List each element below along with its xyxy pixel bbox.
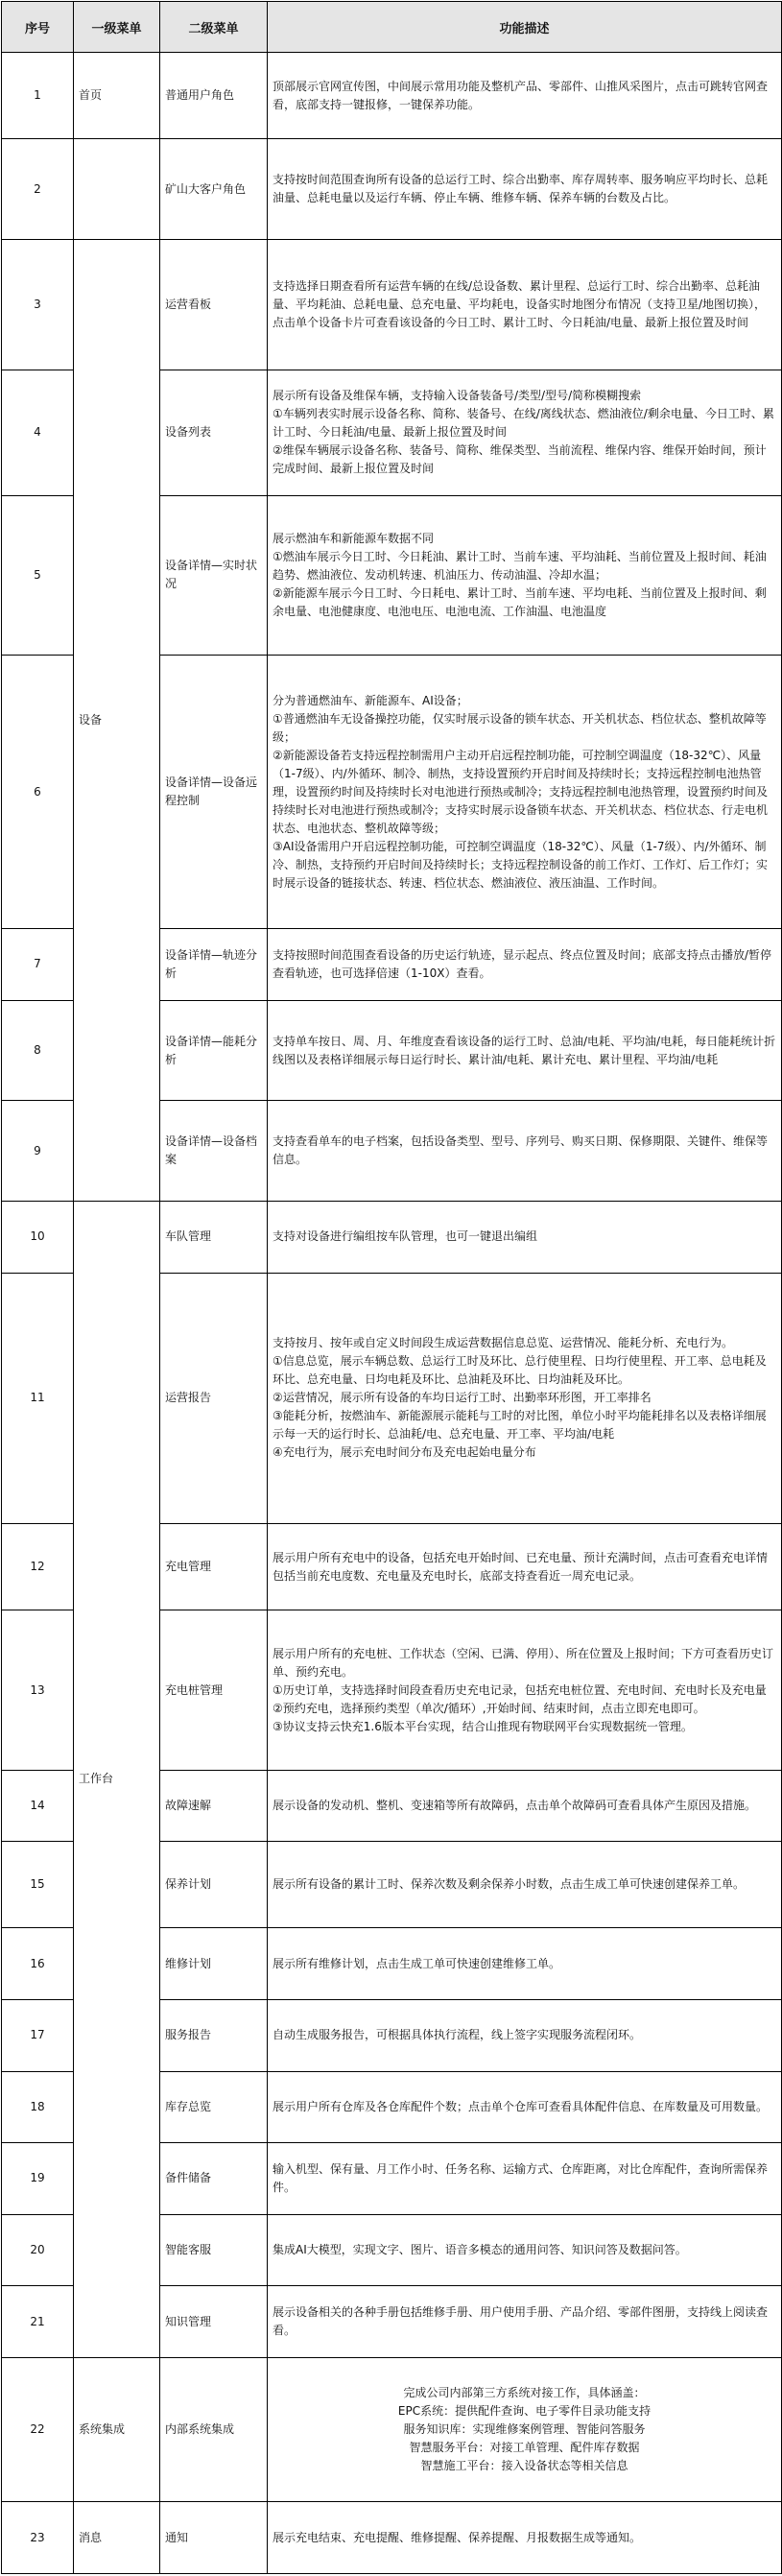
row-number: 20 bbox=[2, 2214, 74, 2286]
menu-level2-cell: 库存总览 bbox=[160, 2071, 268, 2143]
menu-level2-cell: 充电桩管理 bbox=[160, 1610, 268, 1770]
row-number: 18 bbox=[2, 2071, 74, 2143]
description-cell: 展示用户所有充电中的设备，包括充电开始时间、已充电量、预计充满时间，点击可查看充电详情包括当前充电度数、充电量及充电时长，底部支持查看近一周充电记录。 bbox=[268, 1524, 782, 1610]
description-cell: 支持按月、按年或自定义时间段生成运营数据信息总览、运营情况、能耗分析、充电行为。 ①信息总览，展示车辆总数、总运行工时及环比、总行使里程、日均行使里程、开工率、总电耗及环比、总充电量、日均电耗及环比、总油耗及环比、日均油耗及环比。 ②运营情况，展示所有设备的车均日运行工时、出勤率环形图，开工率排名 ③能耗分析，按燃油车、新能源展示能耗与工时的对比图，单位小时平均能耗排名以及表格详细展示每一天的运行时长、总油耗/电、总充电量、开工率、平均油/电耗 ④充电行为，展示充电时间分布及充电起始电量分布 bbox=[268, 1273, 782, 1524]
header-row bbox=[2, 2, 782, 53]
description-cell: 顶部展示官网宣传图，中间展示常用功能及整机产品、零部件、山推风采图片，点击可跳转官网查看，底部支持一键报修，一键保养功能。 bbox=[268, 53, 782, 139]
row-number: 14 bbox=[2, 1770, 74, 1842]
menu-level2-cell: 设备详情—能耗分析 bbox=[160, 1000, 268, 1101]
description-cell: 完成公司内部第三方系统对接工作，具体涵盖： EPC系统：提供配件查询、电子零件目录功能支持 服务知识库：实现维修案例管理、智能问答服务 智慧服务平台：对接工单管理、配件库存数据 智慧施工平台：接入设备状态等相关信息 bbox=[268, 2357, 782, 2501]
row-number: 16 bbox=[2, 1928, 74, 2000]
description-cell: 展示所有维修计划，点击生成工单可快速创建维修工单。 bbox=[268, 1928, 782, 2000]
table-row bbox=[2, 239, 782, 370]
row-number: 23 bbox=[2, 2502, 74, 2574]
description-cell: 支持选择日期查看所有运营车辆的在线/总设备数、累计里程、总运行工时、综合出勤率、总耗油量、平均耗油、总耗电量、总充电量、平均耗电，设备实时地图分布情况（支持卫星/地图切换），点击单个设备卡片可查看该设备的今日工时、累计工时、今日耗油/电量、最新上报位置及时间 bbox=[268, 239, 782, 370]
menu-level2-cell: 设备列表 bbox=[160, 370, 268, 495]
menu-level1-cell: 系统集成 bbox=[74, 2357, 160, 2501]
description-cell: 支持查看单车的电子档案，包括设备类型、型号、序列号、购买日期、保修期限、关键件、维保等信息。 bbox=[268, 1101, 782, 1202]
row-number: 4 bbox=[2, 370, 74, 495]
description-cell: 支持单车按日、周、月、年维度查看该设备的运行工时、总油/电耗、平均油/电耗，每日能耗统计折线图以及表格详细展示每日运行时长、累计油/电耗、累计充电、累计里程、平均油/电耗 bbox=[268, 1000, 782, 1101]
header-description: 功能描述 bbox=[268, 2, 782, 53]
table-row bbox=[2, 53, 782, 139]
row-number: 8 bbox=[2, 1000, 74, 1101]
row-number: 2 bbox=[2, 139, 74, 240]
menu-level2-cell: 设备详情—设备档案 bbox=[160, 1101, 268, 1202]
row-number: 9 bbox=[2, 1101, 74, 1202]
description-cell: 分为普通燃油车、新能源车、AI设备； ①普通燃油车无设备操控功能，仅实时展示设备的锁车状态、开关机状态、档位状态、整机故障等级； ②新能源设备若支持远程控制需用户主动开启远程控制功能，可控制空调温度（18-32℃）、风量（1-7级）、内/外循环、制冷、制热，支持设置预约开启时间及持续时长；支持远程控制电池热管理，设置预约时间及持续时长对电池进行预热或制冷；支持远程控制电池热管理，设置预约时间及持续时长对电池进行预热或制冷；支持实时展示设备锁车状态、开关机状态、档位状态、行走电机状态、电池状态、整机故障等级； ③AI设备需用户开启远程控制功能，可控制空调温度（18-32℃）、风量（1-7级）、内/外循环、制冷、制热，支持预约开启时间及持续时长；支持远程控制设备的前工作灯、工作灯、后工作灯；实时展示设备的链接状态、转速、档位状态、燃油液位、液压油温、工作时间。 bbox=[268, 655, 782, 928]
menu-level2-cell: 设备详情—轨迹分析 bbox=[160, 929, 268, 1001]
description-cell: 展示设备的发动机、整机、变速箱等所有故障码，点击单个故障码可查看具体产生原因及措施。 bbox=[268, 1770, 782, 1842]
row-number: 17 bbox=[2, 1999, 74, 2071]
menu-level2-cell: 矿山大客户角色 bbox=[160, 139, 268, 240]
menu-level1-cell bbox=[74, 139, 160, 240]
description-cell: 自动生成服务报告，可根据具体执行流程，线上签字实现服务流程闭环。 bbox=[268, 1999, 782, 2071]
row-number: 12 bbox=[2, 1524, 74, 1610]
menu-level1-cell: 设备 bbox=[74, 239, 160, 1201]
menu-level2-cell: 设备详情—实时状况 bbox=[160, 495, 268, 655]
header-no: 序号 bbox=[2, 2, 74, 53]
row-number: 22 bbox=[2, 2357, 74, 2501]
menu-level2-cell: 备件储备 bbox=[160, 2143, 268, 2215]
description-cell: 展示所有设备的累计工时、保养次数及剩余保养小时数，点击生成工单可快速创建保养工单。 bbox=[268, 1842, 782, 1928]
row-number: 15 bbox=[2, 1842, 74, 1928]
description-cell: 支持按时间范围查询所有设备的总运行工时、综合出勤率、库存周转率、服务响应平均时长、总耗油量、总耗电量以及运行车辆、停止车辆、维修车辆、保养车辆的台数及占比。 bbox=[268, 139, 782, 240]
table-row bbox=[2, 1201, 782, 1273]
description-cell: 展示燃油车和新能源车数据不同 ①燃油车展示今日工时、今日耗油、累计工时、当前车速、平均油耗、当前位置及上报时间、耗油趋势、燃油液位、发动机转速、机油压力、传动油温、冷却水温； ②新能源车展示今日工时、今日耗电、累计工时、当前车速、平均电耗、当前位置及上报时间、剩余电量、电池健康度、电池电压、电池电流、工作油温、电池温度 bbox=[268, 495, 782, 655]
menu-level2-cell: 运营看板 bbox=[160, 239, 268, 370]
menu-level2-cell: 服务报告 bbox=[160, 1999, 268, 2071]
function-spec-table bbox=[1, 1, 782, 2574]
menu-level2-cell: 充电管理 bbox=[160, 1524, 268, 1610]
row-number: 3 bbox=[2, 239, 74, 370]
row-number: 11 bbox=[2, 1273, 74, 1524]
table-body bbox=[2, 53, 782, 2574]
table-row bbox=[2, 2357, 782, 2501]
description-cell: 支持对设备进行编组按车队管理，也可一键退出编组 bbox=[268, 1201, 782, 1273]
menu-level1-cell: 首页 bbox=[74, 53, 160, 139]
menu-level1-cell: 消息 bbox=[74, 2502, 160, 2574]
description-cell: 支持按照时间范围查看设备的历史运行轨迹，显示起点、终点位置及时间；底部支持点击播放/暂停查看轨迹，也可选择倍速（1-10X）查看。 bbox=[268, 929, 782, 1001]
menu-level2-cell: 保养计划 bbox=[160, 1842, 268, 1928]
description-cell: 展示设备相关的各种手册包括维修手册、用户使用手册、产品介绍、零部件图册，支持线上阅读查看。 bbox=[268, 2286, 782, 2358]
menu-level2-cell: 维修计划 bbox=[160, 1928, 268, 2000]
row-number: 5 bbox=[2, 495, 74, 655]
menu-level2-cell: 通知 bbox=[160, 2502, 268, 2574]
description-cell: 展示用户所有的充电桩、工作状态（空闲、已满、停用）、所在位置及上报时间；下方可查看历史订单、预约充电。 ①历史订单，支持选择时间段查看历史充电记录，包括充电桩位置、充电时间、充电时长及充电量 ②预约充电，选择预约类型（单次/循环）,开始时间、结束时间，点击立即充电即可。 ③协议支持云快充1.6版本平台实现，结合山推现有物联网平台实现数据统一管理。 bbox=[268, 1610, 782, 1770]
menu-level2-cell: 故障速解 bbox=[160, 1770, 268, 1842]
table-row bbox=[2, 2502, 782, 2574]
row-number: 19 bbox=[2, 2143, 74, 2215]
description-cell: 展示所有设备及维保车辆，支持输入设备装备号/类型/型号/简称模糊搜索 ①车辆列表实时展示设备名称、简称、装备号、在线/离线状态、燃油液位/剩余电量、今日工时、累计工时、今日耗油/电量、最新上报位置及时间 ②维保车辆展示设备名称、装备号、简称、维保类型、当前流程、维保内容、维保开始时间，预计完成时间、最新上报位置及时间 bbox=[268, 370, 782, 495]
row-number: 6 bbox=[2, 655, 74, 928]
menu-level1-cell: 工作台 bbox=[74, 1201, 160, 2357]
menu-level2-cell: 内部系统集成 bbox=[160, 2357, 268, 2501]
header-menu-l1: 一级菜单 bbox=[74, 2, 160, 53]
menu-level2-cell: 设备详情—设备远程控制 bbox=[160, 655, 268, 928]
row-number: 13 bbox=[2, 1610, 74, 1770]
row-number: 21 bbox=[2, 2286, 74, 2358]
row-number: 1 bbox=[2, 53, 74, 139]
description-cell: 输入机型、保有量、月工作小时、任务名称、运输方式、仓库距离，对比仓库配件，查询所需保养件。 bbox=[268, 2143, 782, 2215]
description-cell: 展示充电结束、充电提醒、维修提醒、保养提醒、月报数据生成等通知。 bbox=[268, 2502, 782, 2574]
menu-level2-cell: 运营报告 bbox=[160, 1273, 268, 1524]
row-number: 10 bbox=[2, 1201, 74, 1273]
row-number: 7 bbox=[2, 929, 74, 1001]
menu-level2-cell: 普通用户角色 bbox=[160, 53, 268, 139]
menu-level2-cell: 知识管理 bbox=[160, 2286, 268, 2358]
menu-level2-cell: 车队管理 bbox=[160, 1201, 268, 1273]
table-row bbox=[2, 139, 782, 240]
description-cell: 集成AI大模型，实现文字、图片、语音多模态的通用问答、知识问答及数据问答。 bbox=[268, 2214, 782, 2286]
menu-level2-cell: 智能客服 bbox=[160, 2214, 268, 2286]
header-menu-l2: 二级菜单 bbox=[160, 2, 268, 53]
description-cell: 展示用户所有仓库及各仓库配件个数；点击单个仓库可查看具体配件信息、在库数量及可用数量。 bbox=[268, 2071, 782, 2143]
